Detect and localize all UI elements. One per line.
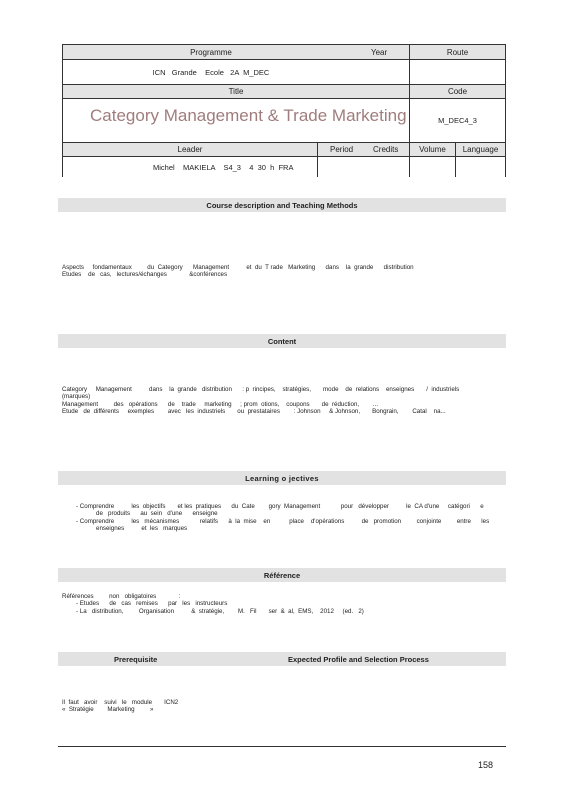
objective-item-continued: enseignes et les marques bbox=[96, 525, 188, 533]
content-body bbox=[62, 386, 504, 416]
language-label: Language bbox=[462, 145, 499, 154]
learning-objectives-heading: Learning o jectives bbox=[58, 471, 506, 485]
content-line: (marques) bbox=[62, 393, 91, 401]
objective-item-continued: de produits au sein d'une enseigne bbox=[96, 510, 218, 518]
prerequisite-heading-bar bbox=[58, 652, 506, 666]
code-label: Code bbox=[447, 87, 468, 96]
year-label: Year bbox=[371, 47, 388, 57]
reference-heading: Référence bbox=[58, 568, 506, 582]
course-description-heading: Course description and Teaching Methods bbox=[58, 198, 506, 212]
prerequisite-heading: Prerequisite bbox=[114, 654, 158, 664]
prerequisite-body bbox=[62, 699, 504, 714]
objective-item: - Comprendre les objectifs et les pratiques du Cate gory Management pour développer le CA d'une catégori e bbox=[76, 503, 484, 510]
course-title: Category Management & Trade Marketing bbox=[90, 106, 407, 125]
reference-intro: Références non obligatoires : bbox=[62, 593, 181, 600]
prerequisite-line: « Stratégie Marketing » bbox=[62, 706, 154, 714]
expected-profile-heading: Expected Profile and Selection Process bbox=[288, 654, 429, 664]
programme-value: ICN Grande Ecole 2A M_DEC bbox=[152, 67, 270, 77]
learning-objectives-body bbox=[62, 503, 504, 533]
reference-body bbox=[62, 593, 504, 615]
period-label: Period bbox=[330, 145, 354, 154]
prerequisite-line: Il faut avoir suivi le module ICN2 bbox=[62, 699, 179, 706]
course-code: M_DEC4_3 bbox=[438, 116, 477, 125]
course-description-body bbox=[62, 264, 504, 279]
course-description-line: Etudes de cas, lectures/échanges &conférences bbox=[62, 271, 228, 279]
footer-divider bbox=[58, 746, 506, 747]
credits-label: Credits bbox=[373, 145, 399, 154]
course-description-line: Aspects fondamentaux du Category Management et du T rade Marketing dans la grande distribution bbox=[62, 264, 414, 271]
programme-label: Programme bbox=[190, 47, 232, 57]
volume-label: Volume bbox=[419, 145, 446, 154]
title-label: Title bbox=[228, 87, 244, 96]
objective-item: - Comprendre les mécanismes relatifs à la mise en place d'opérations de promotion conjointe entre les bbox=[76, 517, 490, 525]
content-line: Category Management dans la grande distribution : p rincipes, stratégies, mode de relations enseignes / industriels bbox=[62, 386, 460, 393]
content-heading: Content bbox=[58, 334, 506, 348]
reference-item: - Etudes de cas remises par les instructeurs bbox=[76, 600, 228, 608]
reference-item: - La distribution, Organisation & stratégie, M. Fil ser & al, EMS, 2012 (ed. 2) bbox=[76, 607, 364, 615]
route-label: Route bbox=[446, 47, 469, 57]
leader-label: Leader bbox=[177, 145, 203, 154]
leader-value: Michel MAKIELA S4_3 4 30 h FRA bbox=[153, 162, 294, 172]
page-number: 158 bbox=[477, 760, 493, 770]
content-line: Etude de différents exemples avec les industriels ou prestataires : Johnson & Johnson, Bongrain, Catal na... bbox=[62, 408, 446, 416]
content-line: Management des opérations de trade marketing ; prom otions, coupons de réduction, ... bbox=[62, 400, 379, 408]
